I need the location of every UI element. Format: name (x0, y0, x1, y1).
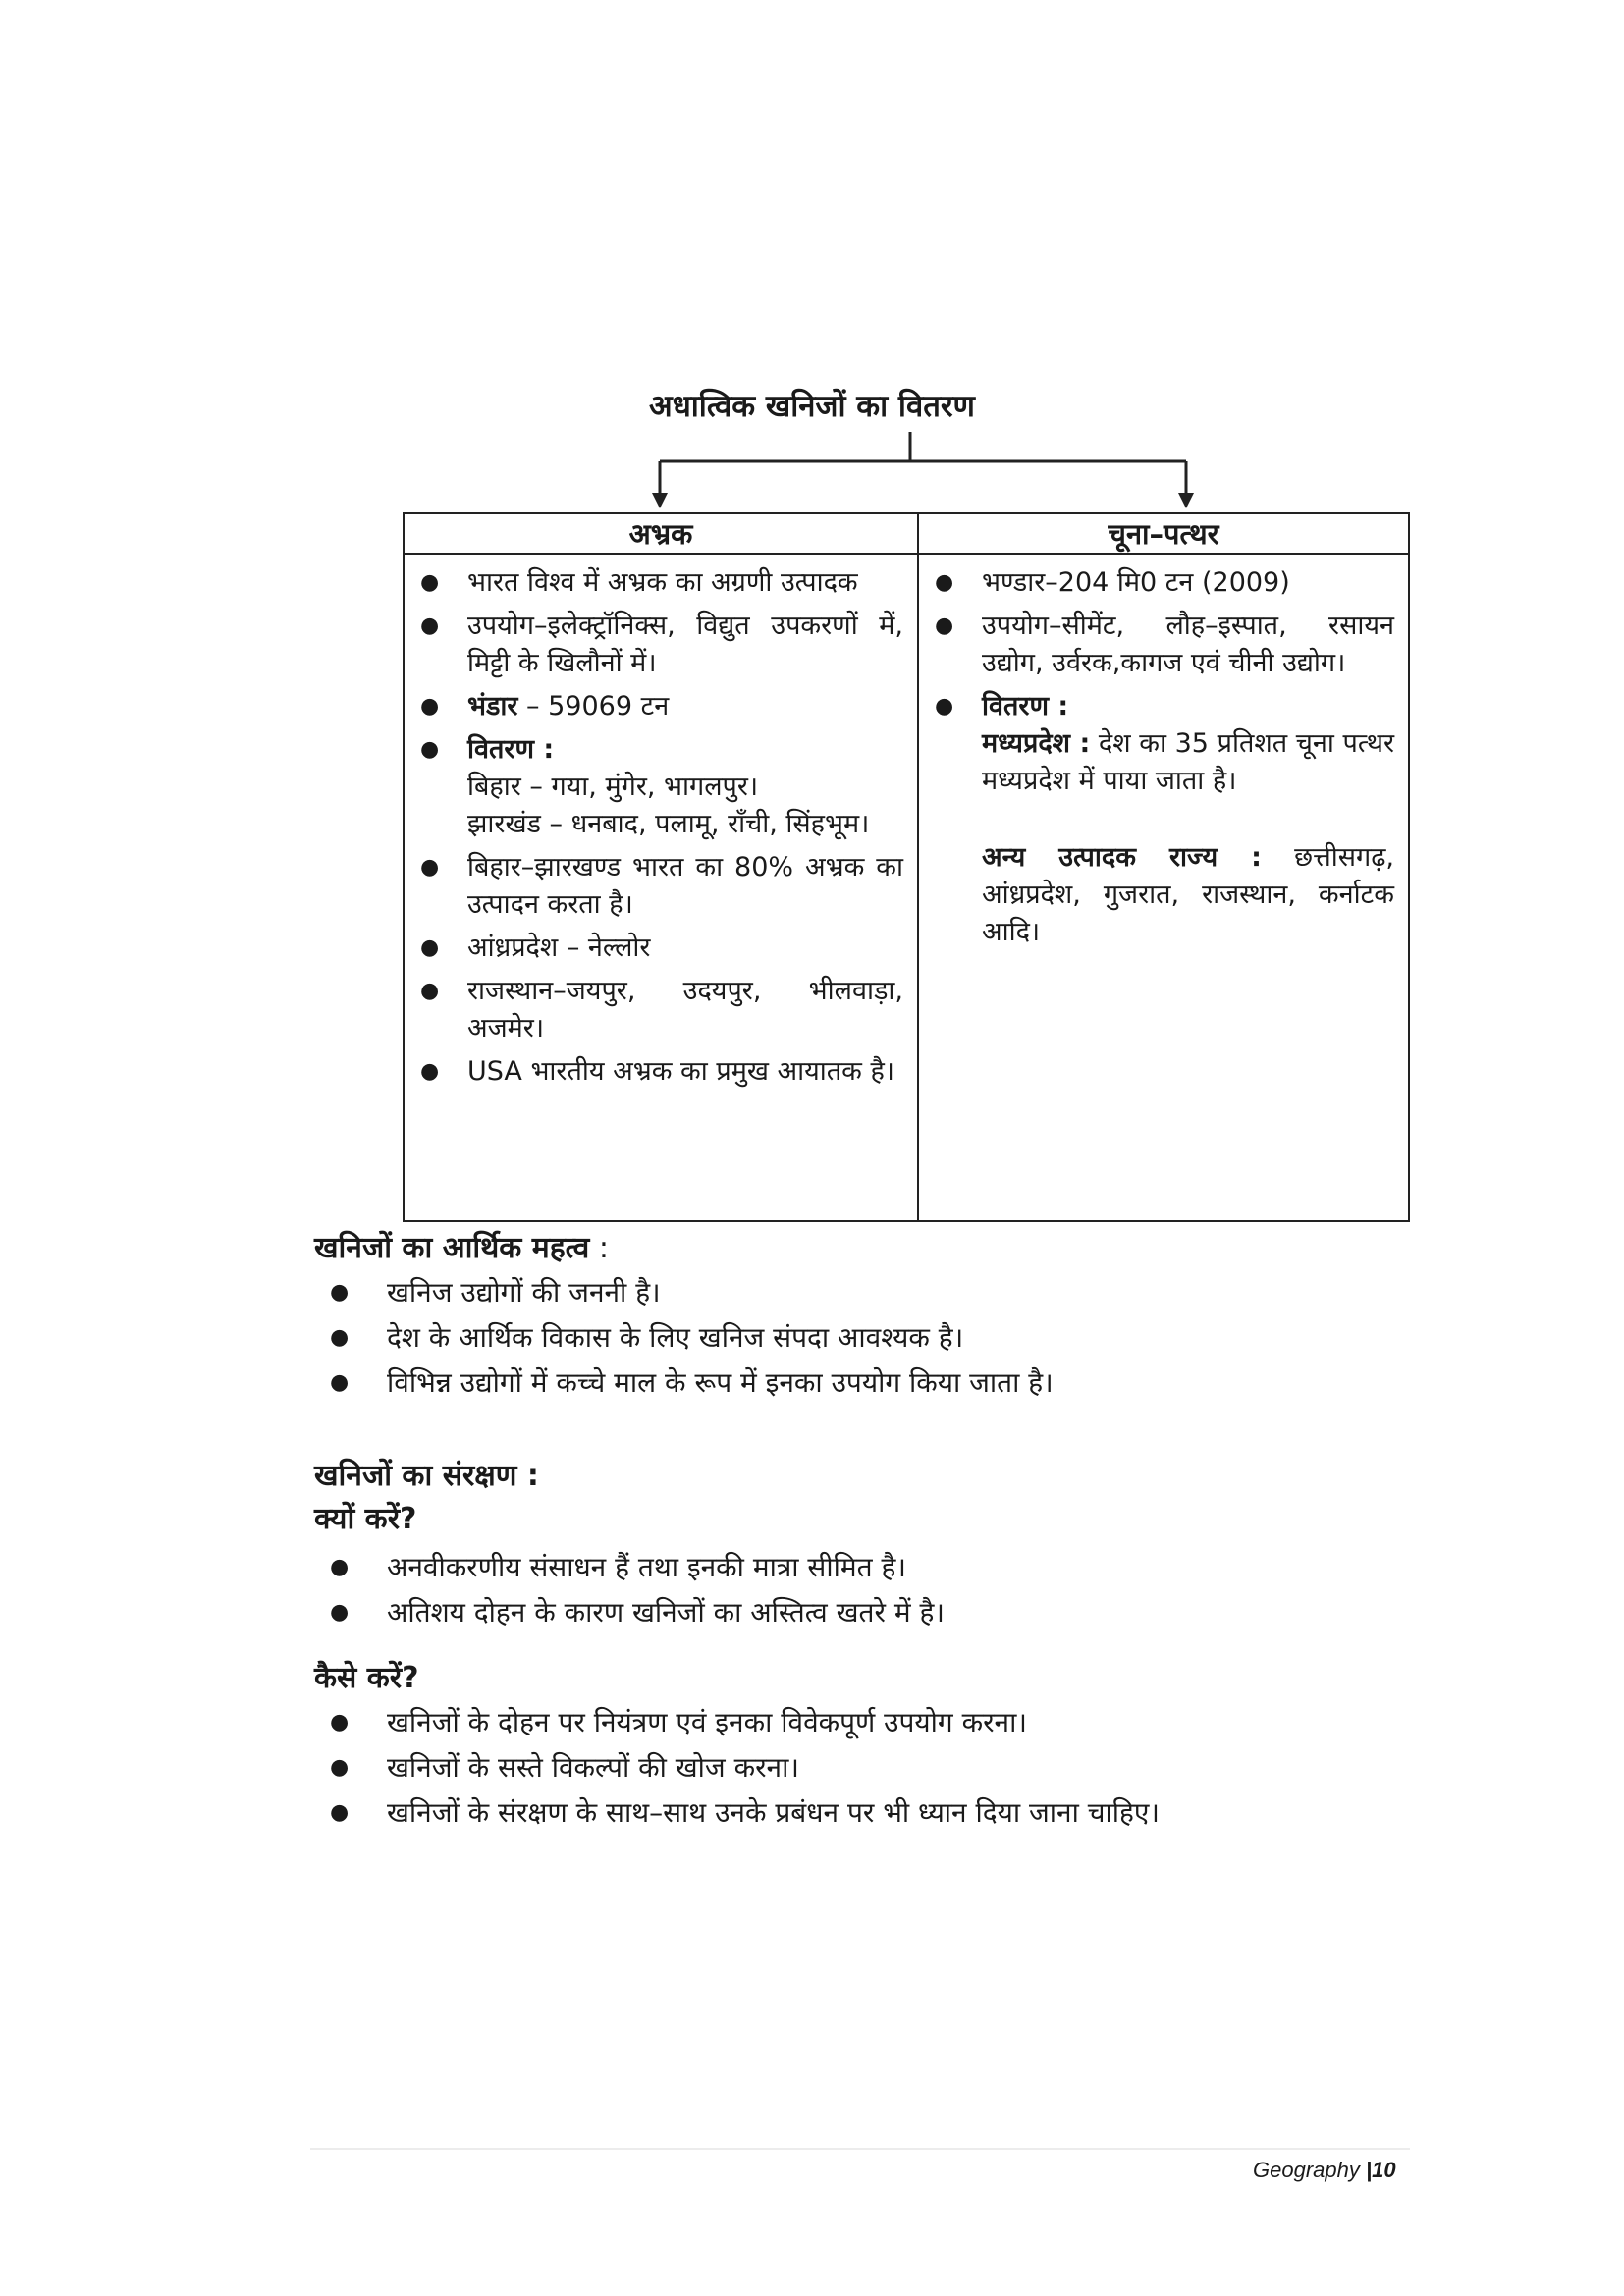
list-item: ● देश के आर्थिक विकास के लिए खनिज संपदा आवश्यक है। (314, 1315, 1404, 1361)
list-item: ● विभिन्न उद्योगों में कच्चे माल के रूप में इनका उपयोग किया जाता है। (314, 1361, 1404, 1406)
other-states-label: अन्य उत्पादक राज्य : (982, 842, 1262, 873)
economic-section (314, 1227, 1404, 1406)
footer-subject: Geography (1253, 2158, 1360, 2182)
how-heading: कैसे करें? (314, 1661, 419, 1695)
list-item: ● खनिज उद्योगों की जननी है। (314, 1270, 1404, 1315)
list-item: ● आंध्रप्रदेश – नेल्लोर (418, 930, 903, 967)
conservation-heading: खनिजों का संरक्षण : (314, 1459, 539, 1493)
tree-connectors (0, 0, 1624, 520)
economic-list (314, 1270, 1404, 1406)
distribution-label: वितरण : (982, 691, 1069, 721)
page-footer: Geography |10 (1253, 2158, 1396, 2182)
list-item: ● उपयोग–सीमेंट, लौह–इस्पात, रसायन उद्योग, उर्वरक,कागज एवं चीनी उद्योग। (933, 608, 1394, 682)
mica-list (418, 564, 903, 1091)
mica-heading: अभ्रक (404, 513, 918, 554)
list-item: ● भंडार – 59069 टन (418, 688, 903, 725)
list-item: ● खनिजों के संरक्षण के साथ–साथ उनके प्रबंधन पर भी ध्यान दिया जाना चाहिए। (314, 1790, 1404, 1836)
chart-title: अधात्विक खनिजों का वितरण (649, 389, 975, 424)
list-item: ● वितरण : मध्यप्रदेश : देश का 35 प्रतिशत चूना पत्थर मध्यप्रदेश में पाया जाता है। अन्य उत्पादक राज्य : छत्तीसगढ़, आंध्रप्रदेश, गुजरात, राजस्थान, कर्नाटक आदि। (933, 688, 1394, 951)
list-item: ● अतिशय दोहन के कारण खनिजों का अस्तित्व खतरे में है। (314, 1590, 1404, 1635)
why-heading: क्यों करें? (314, 1502, 417, 1536)
mica-cell (404, 554, 918, 1221)
other-states: अन्य उत्पादक राज्य : छत्तीसगढ़, आंध्रप्रदेश, गुजरात, राजस्थान, कर्नाटक आदि। (982, 842, 1394, 947)
economic-heading: खनिजों का आर्थिक महत्व : (314, 1231, 609, 1265)
arrow-right-icon (1178, 493, 1194, 508)
list-item: ● खनिजों के सस्ते विकल्पों की खोज करना। (314, 1745, 1404, 1790)
list-item: ● भारत विश्व में अभ्रक का अग्रणी उत्पादक (418, 564, 903, 602)
limestone-heading: चूना–पत्थर (918, 513, 1409, 554)
list-item: ● भण्डार–204 मि0 टन (2009) (933, 564, 1394, 602)
footer-divider (310, 2148, 1410, 2150)
list-item: ● उपयोग–इलेक्ट्रॉनिक्स, विद्युत उपकरणों में, मिट्टी के खिलौनों में। (418, 608, 903, 682)
how-list (314, 1700, 1404, 1836)
list-item: ● बिहार–झारखण्ड भारत का 80% अभ्रक का उत्पादन करता है। (418, 849, 903, 924)
reserve-label: भंडार (467, 691, 518, 721)
list-item: ● राजस्थान–जयपुर, उदयपुर, भीलवाड़ा, अजमेर। (418, 973, 903, 1047)
why-list (314, 1545, 1404, 1635)
list-item: ● वितरण : बिहार – गया, मुंगेर, भागलपुर। झारखंड – धनबाद, पलामू, राँची, सिंहभूम। (418, 731, 903, 843)
list-item: ● खनिजों के दोहन पर नियंत्रण एवं इनका विवेकपूर्ण उपयोग करना। (314, 1700, 1404, 1745)
minerals-table (403, 512, 1410, 1222)
distribution-label: वितरण : (467, 734, 555, 765)
madhya-pradesh-label: मध्यप्रदेश : (982, 728, 1091, 759)
arrow-left-icon (652, 493, 668, 508)
list-item: ● USA भारतीय अभ्रक का प्रमुख आयातक है। (418, 1053, 903, 1091)
list-item: ● अनवीकरणीय संसाधन हैं तथा इनकी मात्रा सीमित है। (314, 1545, 1404, 1590)
conservation-section (314, 1455, 1404, 1836)
limestone-cell (918, 554, 1409, 1221)
limestone-list (933, 564, 1394, 951)
page-number: 10 (1372, 2158, 1396, 2182)
